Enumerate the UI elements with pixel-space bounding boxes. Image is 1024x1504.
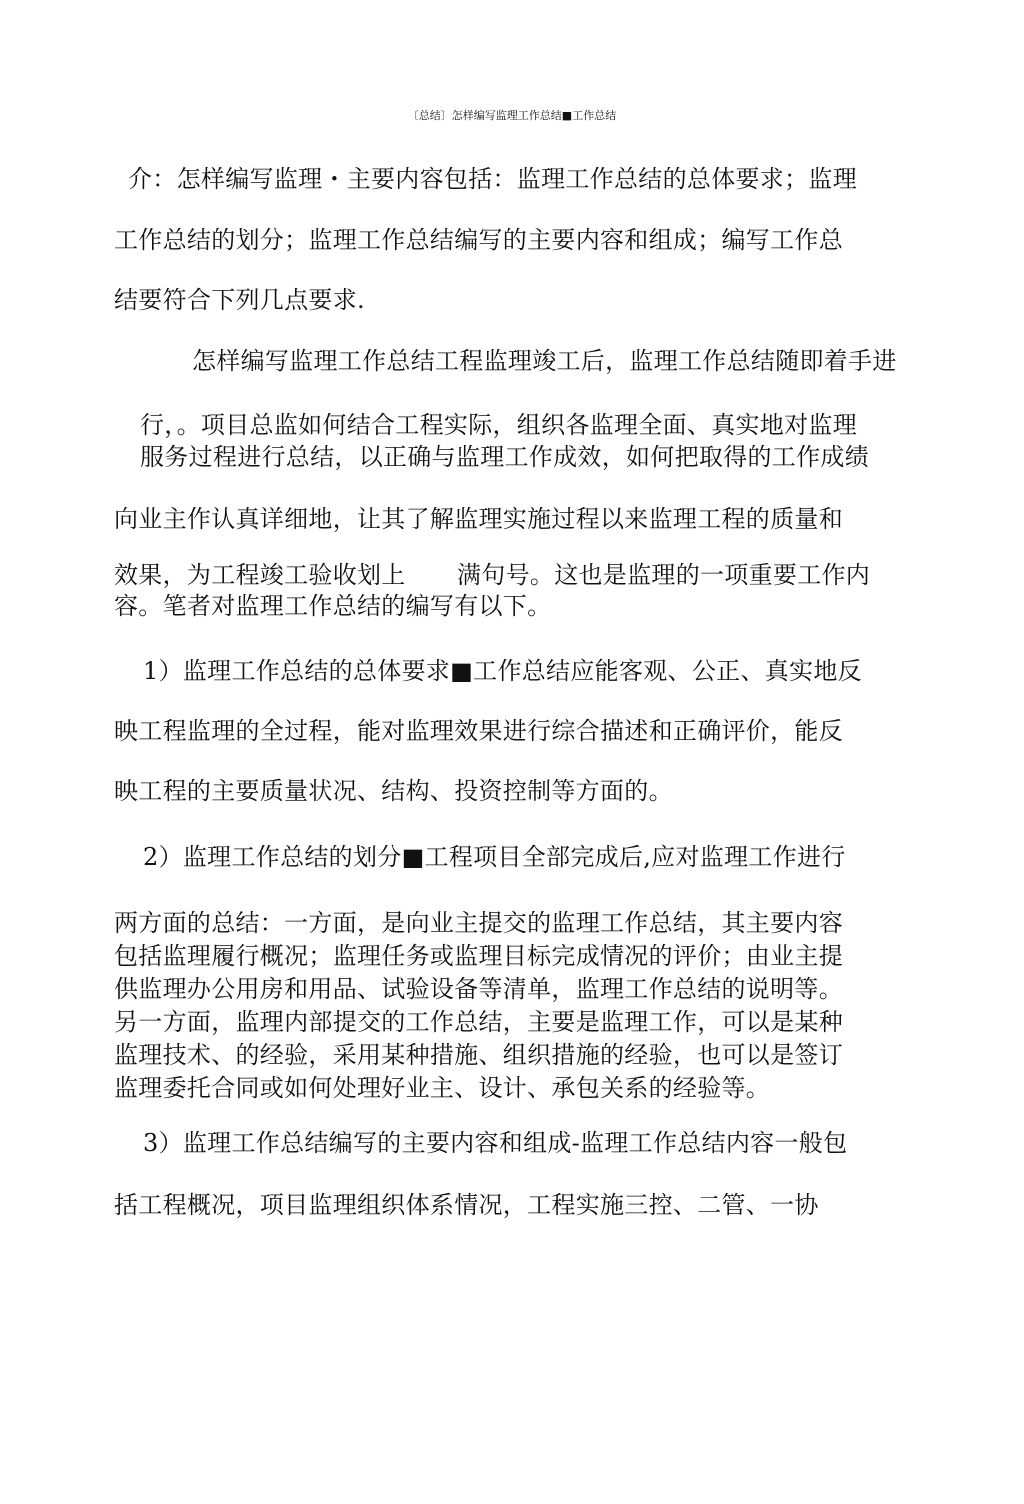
item2-line-7: 监理委托合同或如何处理好业主、设计、承包关系的经验等。 (114, 1074, 771, 1102)
intro-line-2: 工作总结的划分；监理工作总结编写的主要内容和组成；编写工作总 (114, 226, 843, 254)
document-title: 〔总结〕怎样编写监理工作总结■工作总结 (407, 109, 617, 122)
item3-line-2: 括工程概况，项目监理组织体系情况，工程实施三控、二管、一协 (114, 1191, 819, 1219)
para1-line-4: 向业主作认真详细地，让其了解监理实施过程以来监理工程的质量和 (114, 505, 843, 533)
item1-line-2: 映工程监理的全过程，能对监理效果进行综合描述和正确评价，能反 (114, 717, 843, 745)
item2-line-6: 监理技术、的经验，采用某种措施、组织措施的经验，也可以是签订 (114, 1041, 843, 1069)
item3-line-1: 3）监理工作总结编写的主要内容和组成-监理工作总结内容一般包 (143, 1129, 848, 1157)
item2-line-1: 2）监理工作总结的划分■工程项目全部完成后,应对监理工作进行 (143, 843, 846, 871)
item1-line-3: 映工程的主要质量状况、结构、投资控制等方面的。 (114, 777, 673, 805)
para1-line-5a: 效果，为工程竣工验收划上 (114, 561, 406, 589)
para1-line-5b: 满句号。这也是监理的一项重要工作内 (457, 561, 871, 589)
intro-line-1: 介：怎样编写监理・主要内容包括：监理工作总结的总体要求；监理 (128, 165, 857, 193)
item2-line-4: 供监理办公用房和用品、试验设备等清单，监理工作总结的说明等。 (114, 975, 843, 1003)
item1-line-1: 1）监理工作总结的总体要求■工作总结应能客观、公正、真实地反 (143, 657, 862, 685)
para1-line-2: 行，。项目总监如何结合工程实际，组织各监理全面、真实地对监理 (140, 411, 857, 439)
intro-line-3: 结要符合下列几点要求. (114, 286, 365, 314)
para1-line-3: 服务过程进行总结，以正确与监理工作成效，如何把取得的工作成绩 (140, 443, 869, 471)
para1-line-1: 怎样编写监理工作总结工程监理竣工后，监理工作总结随即着手进 (192, 347, 897, 375)
para1-line-6: 容。笔者对监理工作总结的编写有以下。 (114, 592, 552, 620)
item2-line-5: 另一方面，监理内部提交的工作总结，主要是监理工作，可以是某种 (114, 1008, 843, 1036)
item2-line-2: 两方面的总结：一方面，是向业主提交的监理工作总结，其主要内容 (114, 909, 843, 937)
item2-line-3: 包括监理履行概况；监理任务或监理目标完成情况的评价；由业主提 (114, 942, 843, 970)
